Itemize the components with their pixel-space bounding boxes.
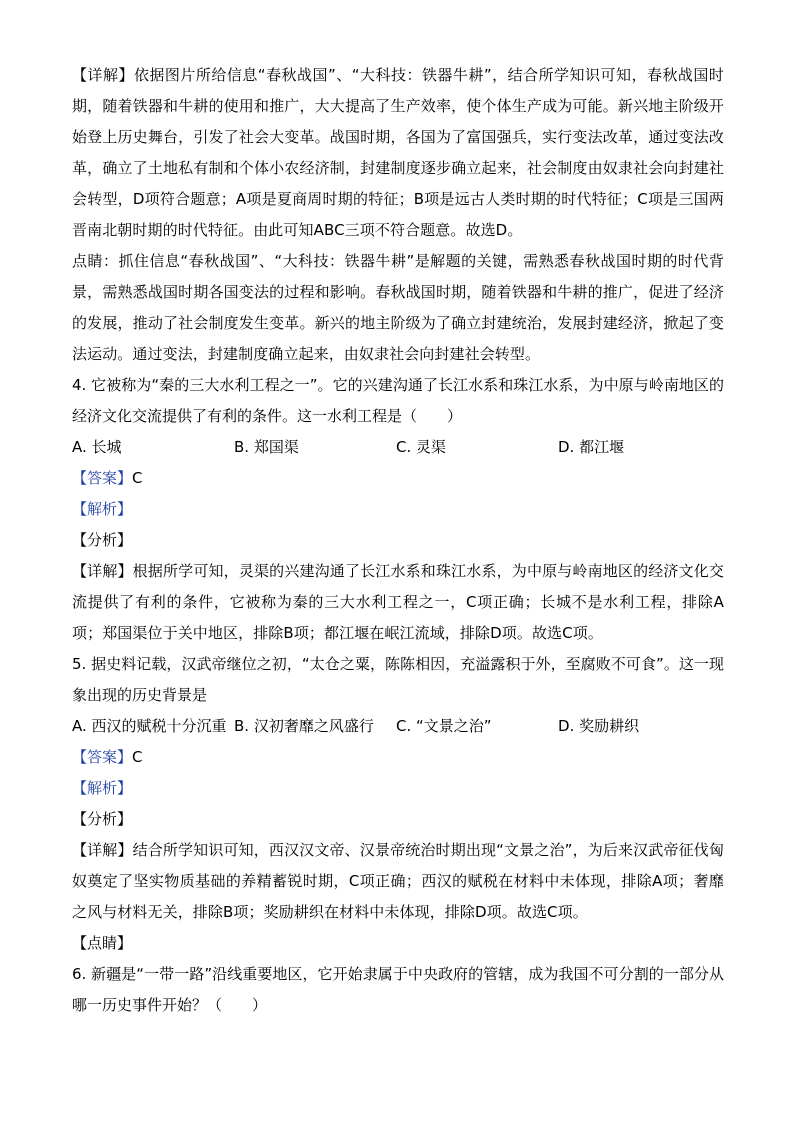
q4-detail	[72, 556, 724, 649]
question-5: 5. 据史料记载，汉武帝继位之初，“太仓之粟，陈陈相因，充溢露积于外，至腐败不可食”。这一现象出现的历史背景是	[72, 655, 724, 704]
q5-fenxi-line	[72, 804, 724, 835]
block1-tip: 点睛：抓住信息“春秋战国”、“大科技：铁器牛耕”是解题的关键，需熟悉春秋战国时期的时代背景，需熟悉战国时期各国变法的过程和影响。春秋战国时期，随着铁器和牛耕的推广，促进了经济的发展，推动了社会制度发生变革。新兴的地主阶级为了确立封建统治，发展封建经济，掀起了变法运动。通过变法，封建制度确立起来，由奴隶社会向封建社会转型。	[72, 252, 724, 363]
fenxi-tag: 【分析】	[72, 810, 133, 828]
detail-text: 结合所学知识可知，西汉汉文帝、汉景帝统治时期出现“文景之治”，为后来汉武帝征伐匈奴奠定了坚实物质基础的养精蓄锐时期，C项正确；西汉的赋税在材料中未体现，排除A项；奢靡之风与材料无关，排除B项；奖励耕织在材料中未体现，排除D项。故选C项。	[72, 841, 724, 921]
q5-answer-line	[72, 742, 724, 773]
q4-fenxi-line	[72, 525, 724, 556]
q5-dianjing-line	[72, 928, 724, 959]
answer-value: C	[132, 469, 143, 487]
question-5-options	[72, 711, 724, 742]
q4-analysis-line	[72, 494, 724, 525]
q5-detail	[72, 835, 724, 928]
q5-analysis-line	[72, 773, 724, 804]
q4-answer-line	[72, 463, 724, 494]
answer-value: C	[132, 748, 143, 766]
question-4: 4. 它被称为“秦的三大水利工程之一”。它的兴建沟通了长江水系和珠江水系，为中原与岭南地区的经济文化交流提供了有利的条件。这一水利工程是（ ）	[72, 376, 724, 425]
question-4-options	[72, 432, 724, 463]
q4-option-c: C. 灵渠	[396, 438, 447, 456]
q4-option-b: B. 郑国渠	[234, 438, 299, 456]
detail-text: 依据图片所给信息“春秋战国”、“大科技：铁器牛耕”，结合所学知识可知，春秋战国时期，随着铁器和牛耕的使用和推广，大大提高了生产效率，使个体生产成为可能。新兴地主阶级开始登上历史舞台，引发了社会大变革。战国时期，各国为了富国强兵，实行变法改革，通过变法改革，确立了土地私有制和个体小农经济制，封建制度逐步确立起来，社会制度由奴隶社会向封建社会转型，D项符合题意；A项是夏商周时期的特征；B项是远古人类时期的时代特征；C项是三国两晋南北朝时期的时代特征。由此可知ABC三项不符合题意。故选D。	[72, 66, 724, 239]
q5-option-a: A. 西汉的赋税十分沉重	[72, 717, 227, 735]
question-6: 6. 新疆是“一带一路”沿线重要地区，它开始隶属于中央政府的管辖，成为我国不可分割的一部分从哪一历史事件开始？（ ）	[72, 965, 724, 1014]
analysis-tag: 【解析】	[72, 500, 133, 518]
answer-tag: 【答案】	[72, 469, 133, 487]
dianjing-tag: 【点睛】	[72, 934, 133, 952]
block1-detail	[72, 60, 724, 246]
detail-tag: 【详解】	[72, 562, 133, 580]
document-page	[72, 60, 724, 1021]
detail-tag: 【详解】	[72, 66, 134, 84]
q5-option-b: B. 汉初奢靡之风盛行	[234, 717, 374, 735]
answer-tag: 【答案】	[72, 748, 133, 766]
q5-option-c: C. “文景之治”	[396, 717, 492, 735]
q4-option-a: A. 长城	[72, 438, 122, 456]
detail-tag: 【详解】	[72, 841, 133, 859]
fenxi-tag: 【分析】	[72, 531, 133, 549]
detail-text: 根据所学可知，灵渠的兴建沟通了长江水系和珠江水系，为中原与岭南地区的经济文化交流提供了有利的条件，它被称为秦的三大水利工程之一，C项正确；长城不是水利工程，排除A项；郑国渠位于关中地区，排除B项；都江堰在岷江流域，排除D项。故选C项。	[72, 562, 725, 642]
analysis-tag: 【解析】	[72, 779, 133, 797]
q5-option-d: D. 奖励耕织	[558, 717, 640, 735]
q4-option-d: D. 都江堰	[558, 438, 625, 456]
